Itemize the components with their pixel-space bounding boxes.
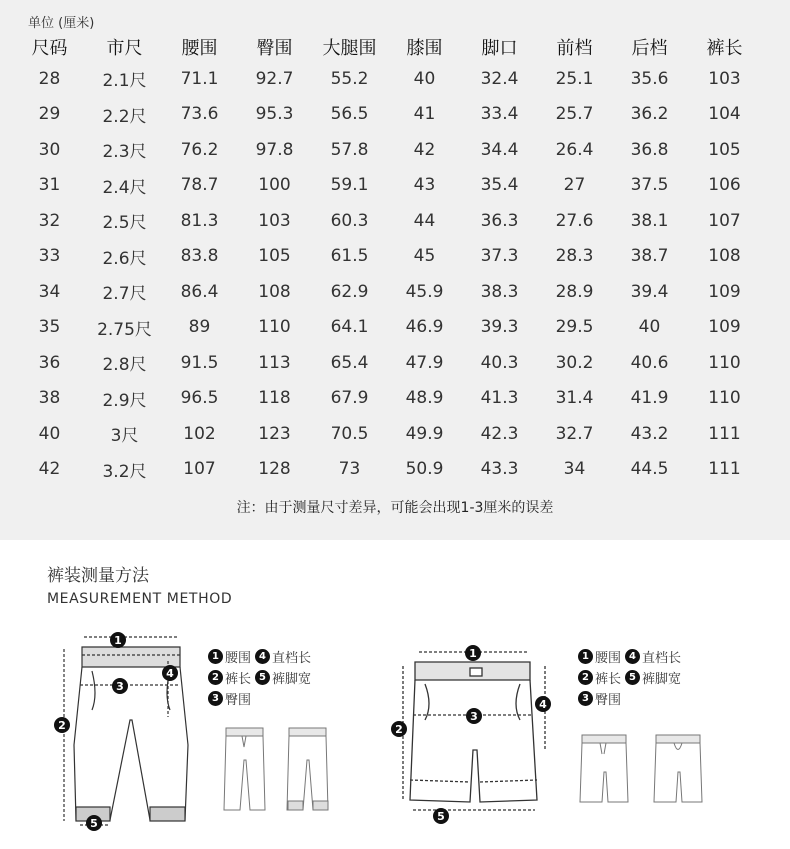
table-cell: 123 — [258, 423, 291, 444]
table-cell: 109 — [708, 281, 741, 302]
table-cell: 31 — [38, 175, 61, 196]
table-cell: 102 — [183, 423, 216, 444]
table-cell: 25.7 — [555, 104, 594, 125]
measurement-note: 注：由于测量尺寸差异，可能会出现1-3厘米的误差 — [236, 500, 554, 516]
svg-text:4: 4 — [539, 698, 547, 711]
table-cell: 40 — [638, 317, 661, 338]
marker-4-icon: 4 — [255, 649, 270, 664]
table-cell: 37.5 — [630, 175, 669, 196]
table-cell: 57.8 — [330, 139, 369, 160]
table-cell: 103 — [258, 210, 291, 231]
legend-waist: 腰围 — [595, 651, 622, 666]
table-cell: 45.9 — [405, 281, 444, 302]
table-body — [12, 61, 762, 487]
table-cell: 32.7 — [555, 423, 594, 444]
table-cell: 46.9 — [405, 317, 444, 338]
table-cell: 104 — [708, 104, 741, 125]
table-row — [12, 203, 762, 239]
table-cell: 59.1 — [330, 175, 369, 196]
table-cell: 96.5 — [180, 388, 219, 409]
column-header: 臀围 — [256, 37, 293, 59]
table-cell: 42.3 — [480, 423, 519, 444]
marker-2-icon: 2 — [208, 670, 223, 685]
table-cell: 71.1 — [180, 68, 219, 89]
table-cell: 105 — [708, 139, 741, 160]
table-cell: 26.4 — [555, 139, 594, 160]
table-cell: 78.7 — [180, 175, 219, 196]
table-cell: 37.3 — [480, 246, 519, 267]
table-cell: 60.3 — [330, 210, 369, 231]
svg-text:5: 5 — [437, 810, 445, 823]
marker-2-icon: 2 — [578, 670, 593, 685]
table-cell: 27.6 — [555, 210, 594, 231]
table-cell: 39.3 — [480, 317, 519, 338]
legend-rise: 直档长 — [642, 651, 682, 666]
column-header: 腰围 — [181, 37, 218, 59]
table-cell: 110 — [708, 388, 741, 409]
table-row — [12, 168, 762, 204]
table-cell: 83.8 — [180, 246, 219, 267]
shorts-diagram — [385, 640, 560, 830]
table-cell: 29 — [38, 104, 61, 125]
table-cell: 43 — [413, 175, 436, 196]
table-cell: 36.3 — [480, 210, 519, 231]
table-cell: 73.6 — [180, 104, 219, 125]
table-cell: 56.5 — [330, 104, 369, 125]
legend-rise: 直档长 — [272, 651, 312, 666]
column-header: 市尺 — [106, 37, 143, 59]
long-pants-front-thumbnail — [222, 725, 267, 815]
column-header: 后档 — [631, 37, 668, 59]
table-cell: 118 — [258, 388, 291, 409]
table-cell: 81.3 — [180, 210, 219, 231]
table-cell: 43.3 — [480, 459, 519, 480]
table-cell: 3尺 — [110, 426, 139, 447]
table-cell: 106 — [708, 175, 741, 196]
table-cell: 30.2 — [555, 352, 594, 373]
table-row — [12, 132, 762, 168]
table-cell: 110 — [258, 317, 291, 338]
table-cell: 40 — [38, 423, 61, 444]
table-cell: 50.9 — [405, 459, 444, 480]
table-cell: 76.2 — [180, 139, 219, 160]
table-cell: 128 — [258, 459, 291, 480]
shorts-back-thumbnail — [652, 732, 704, 807]
table-cell: 65.4 — [330, 352, 369, 373]
table-cell: 89 — [188, 317, 211, 338]
table-cell: 2.4尺 — [102, 177, 147, 198]
svg-text:5: 5 — [90, 817, 98, 830]
table-cell: 73 — [338, 459, 361, 480]
long-pants-legend — [208, 646, 315, 709]
table-cell: 41.9 — [630, 388, 669, 409]
table-cell: 29.5 — [555, 317, 594, 338]
method-subtitle: MEASUREMENT METHOD — [47, 591, 233, 607]
table-cell: 31.4 — [555, 388, 594, 409]
table-cell: 97.8 — [255, 139, 294, 160]
table-cell: 103 — [708, 68, 741, 89]
marker-3-icon: 3 — [208, 691, 223, 706]
table-cell: 95.3 — [255, 104, 294, 125]
table-cell: 111 — [708, 459, 741, 480]
table-cell: 42 — [413, 139, 436, 160]
table-cell: 34 — [38, 281, 61, 302]
table-row — [12, 61, 762, 97]
table-cell: 42 — [38, 459, 61, 480]
table-cell: 2.9尺 — [102, 390, 147, 411]
legend-length: 裤长 — [225, 672, 252, 687]
marker-3-icon: 3 — [578, 691, 593, 706]
table-cell: 108 — [258, 281, 291, 302]
shorts-front-thumbnail — [578, 732, 630, 807]
table-row — [12, 274, 762, 310]
svg-text:4: 4 — [166, 667, 174, 680]
table-cell: 3.2尺 — [102, 461, 147, 482]
table-cell: 2.3尺 — [102, 142, 147, 163]
table-cell: 33 — [38, 246, 61, 267]
table-cell: 35 — [38, 317, 61, 338]
table-cell: 34.4 — [480, 139, 519, 160]
shorts-legend — [578, 646, 685, 709]
column-header: 脚口 — [481, 37, 518, 59]
marker-4-icon: 4 — [625, 649, 640, 664]
table-cell: 43.2 — [630, 423, 669, 444]
table-cell: 28.3 — [555, 246, 594, 267]
table-cell: 36.2 — [630, 104, 669, 125]
svg-text:3: 3 — [116, 680, 124, 693]
table-cell: 70.5 — [330, 423, 369, 444]
table-cell: 39.4 — [630, 281, 669, 302]
table-cell: 2.7尺 — [102, 284, 147, 305]
table-cell: 107 — [183, 459, 216, 480]
column-header: 裤长 — [706, 37, 743, 59]
long-pants-diagram — [40, 625, 200, 840]
table-cell: 34 — [563, 459, 586, 480]
table-cell: 40.3 — [480, 352, 519, 373]
legend-hem: 裤脚宽 — [642, 672, 682, 687]
legend-hip: 臀围 — [225, 693, 252, 708]
table-cell: 2.6尺 — [102, 248, 147, 269]
table-row — [12, 381, 762, 417]
table-cell: 47.9 — [405, 352, 444, 373]
table-cell: 28.9 — [555, 281, 594, 302]
long-pants-back-thumbnail — [285, 725, 330, 815]
table-cell: 61.5 — [330, 246, 369, 267]
table-cell: 41.3 — [480, 388, 519, 409]
table-cell: 38.3 — [480, 281, 519, 302]
table-row — [12, 239, 762, 275]
column-header: 尺码 — [31, 37, 68, 59]
table-cell: 38 — [38, 388, 61, 409]
method-title: 裤装测量方法 — [47, 566, 149, 586]
table-cell: 113 — [258, 352, 291, 373]
table-cell: 108 — [708, 246, 741, 267]
table-cell: 35.4 — [480, 175, 519, 196]
table-cell: 111 — [708, 423, 741, 444]
table-cell: 40 — [413, 68, 436, 89]
column-header: 前档 — [556, 37, 593, 59]
table-cell: 25.1 — [555, 68, 594, 89]
table-cell: 45 — [413, 246, 436, 267]
table-cell: 44 — [413, 210, 436, 231]
table-cell: 2.5尺 — [102, 213, 147, 234]
table-cell: 2.75尺 — [97, 319, 152, 340]
table-cell: 35.6 — [630, 68, 669, 89]
svg-text:3: 3 — [470, 710, 478, 723]
table-cell: 27 — [563, 175, 586, 196]
table-cell: 67.9 — [330, 388, 369, 409]
table-cell: 28 — [38, 68, 61, 89]
marker-1-icon: 1 — [208, 649, 223, 664]
table-cell: 30 — [38, 139, 61, 160]
table-cell: 49.9 — [405, 423, 444, 444]
table-cell: 107 — [708, 210, 741, 231]
size-table — [12, 32, 762, 487]
table-cell: 105 — [258, 246, 291, 267]
legend-length: 裤长 — [595, 672, 622, 687]
table-cell: 36.8 — [630, 139, 669, 160]
marker-1-icon: 1 — [578, 649, 593, 664]
table-cell: 86.4 — [180, 281, 219, 302]
svg-text:2: 2 — [395, 723, 403, 736]
table-cell: 2.8尺 — [102, 355, 147, 376]
svg-text:2: 2 — [58, 719, 66, 732]
table-cell: 64.1 — [330, 317, 369, 338]
table-cell: 36 — [38, 352, 61, 373]
table-row — [12, 97, 762, 133]
table-row — [12, 416, 762, 452]
table-cell: 38.7 — [630, 246, 669, 267]
table-row — [12, 345, 762, 381]
table-cell: 109 — [708, 317, 741, 338]
table-cell: 33.4 — [480, 104, 519, 125]
table-cell: 44.5 — [630, 459, 669, 480]
marker-5-icon: 5 — [625, 670, 640, 685]
column-header: 膝围 — [406, 37, 443, 59]
table-row — [12, 310, 762, 346]
table-cell: 38.1 — [630, 210, 669, 231]
legend-hip: 臀围 — [595, 693, 622, 708]
legend-hem: 裤脚宽 — [272, 672, 312, 687]
unit-label: 单位 (厘米) — [28, 16, 95, 31]
table-cell: 40.6 — [630, 352, 669, 373]
table-cell: 62.9 — [330, 281, 369, 302]
marker-5-icon: 5 — [255, 670, 270, 685]
svg-text:1: 1 — [469, 647, 477, 660]
table-row — [12, 452, 762, 488]
table-cell: 48.9 — [405, 388, 444, 409]
svg-text:1: 1 — [114, 634, 122, 647]
table-cell: 32 — [38, 210, 61, 231]
table-cell: 91.5 — [180, 352, 219, 373]
table-header-row — [12, 32, 762, 61]
table-cell: 110 — [708, 352, 741, 373]
table-cell: 2.2尺 — [102, 106, 147, 127]
table-cell: 2.1尺 — [102, 71, 147, 92]
table-cell: 41 — [413, 104, 436, 125]
table-cell: 32.4 — [480, 68, 519, 89]
table-cell: 55.2 — [330, 68, 369, 89]
column-header: 大腿围 — [322, 37, 377, 59]
table-cell: 100 — [258, 175, 291, 196]
legend-waist: 腰围 — [225, 651, 252, 666]
table-cell: 92.7 — [255, 68, 294, 89]
